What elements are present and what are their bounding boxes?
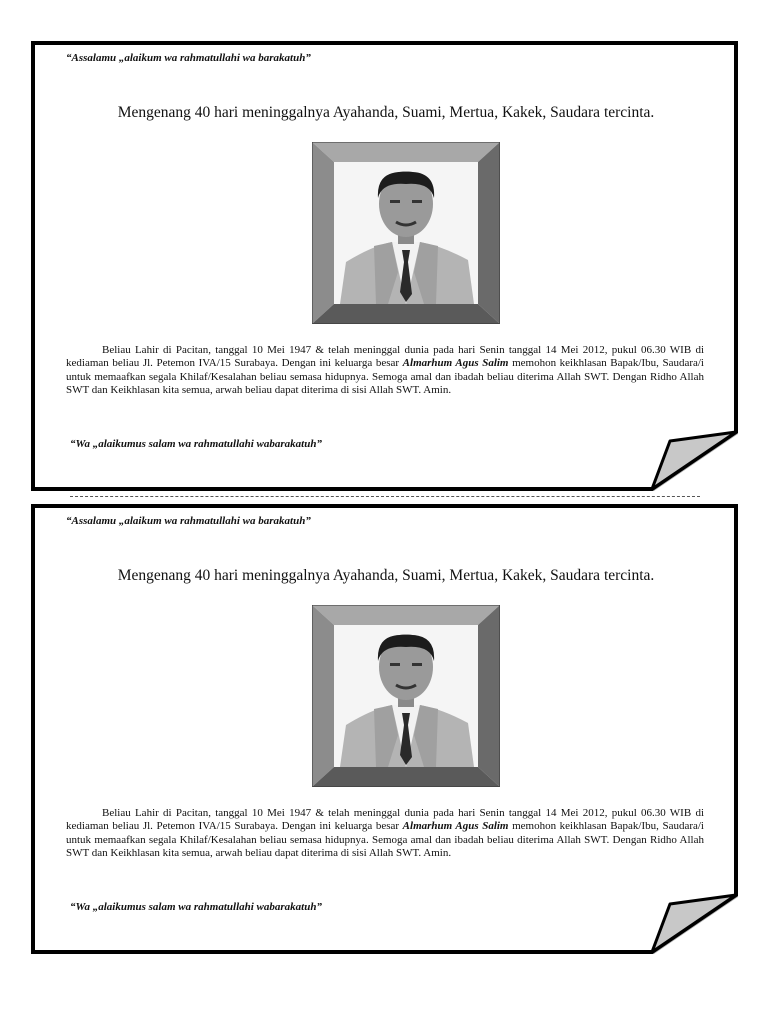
biography-text-part2: memohon keikhlasan Bapak/Ibu, Saudara/i untuk memaafkan segala Khilaf/Kesalahan beliau semasa hidupnya. Semoga amal dan ibadah beliau diterima Allah SWT. Dengan Ridho Allah SWT dan Keikhlasan kita semua, arwah beliau dapat diterima di sisi Allah SWT. Amin. — [66, 357, 704, 396]
portrait-photo — [312, 142, 500, 324]
biography-paragraph — [66, 807, 704, 860]
biography-text-part1: Beliau Lahir di Pacitan, tanggal 10 Mei 1947 & telah meninggal dunia pada hari Senin tanggal 14 Mei 2012, pukul 06.30 WIB di kediaman beliau Jl. Petemon IVA/15 Surabaya. Dengan ini keluarga besar — [66, 807, 704, 833]
memorial-card-bottom — [30, 503, 742, 958]
deceased-name: Almarhum Agus Salim — [402, 820, 509, 833]
greeting-text: “Assalamu „alaikum wa rahmatullahi wa barakatuh” — [66, 515, 311, 527]
closing-greeting-text: “Wa „alaikumus salam wa rahmatullahi wabarakatuh” — [70, 901, 322, 913]
memorial-headline: Mengenang 40 hari meninggalnya Ayahanda, Suami, Mertua, Kakek, Saudara tercinta. — [117, 567, 655, 584]
biography-paragraph — [66, 344, 704, 397]
memorial-headline: Mengenang 40 hari meninggalnya Ayahanda, Suami, Mertua, Kakek, Saudara tercinta. — [117, 104, 655, 121]
biography-text-part1: Beliau Lahir di Pacitan, tanggal 10 Mei 1947 & telah meninggal dunia pada hari Senin tanggal 14 Mei 2012, pukul 06.30 WIB di kediaman beliau Jl. Petemon IVA/15 Surabaya. Dengan ini keluarga besar — [66, 344, 704, 370]
closing-greeting-text: “Wa „alaikumus salam wa rahmatullahi wabarakatuh” — [70, 438, 322, 450]
biography-text-part2: memohon keikhlasan Bapak/Ibu, Saudara/i untuk memaafkan segala Khilaf/Kesalahan beliau semasa hidupnya. Semoga amal dan ibadah beliau diterima Allah SWT. Dengan Ridho Allah SWT dan Keikhlasan kita semua, arwah beliau dapat diterima di sisi Allah SWT. Amin. — [66, 820, 704, 859]
portrait-photo-frame — [312, 605, 500, 787]
cut-line-divider — [70, 496, 700, 497]
portrait-photo — [312, 605, 500, 787]
greeting-text: “Assalamu „alaikum wa rahmatullahi wa barakatuh” — [66, 52, 311, 64]
memorial-card-top — [30, 40, 742, 495]
portrait-photo-frame — [312, 142, 500, 324]
deceased-name: Almarhum Agus Salim — [402, 357, 509, 370]
